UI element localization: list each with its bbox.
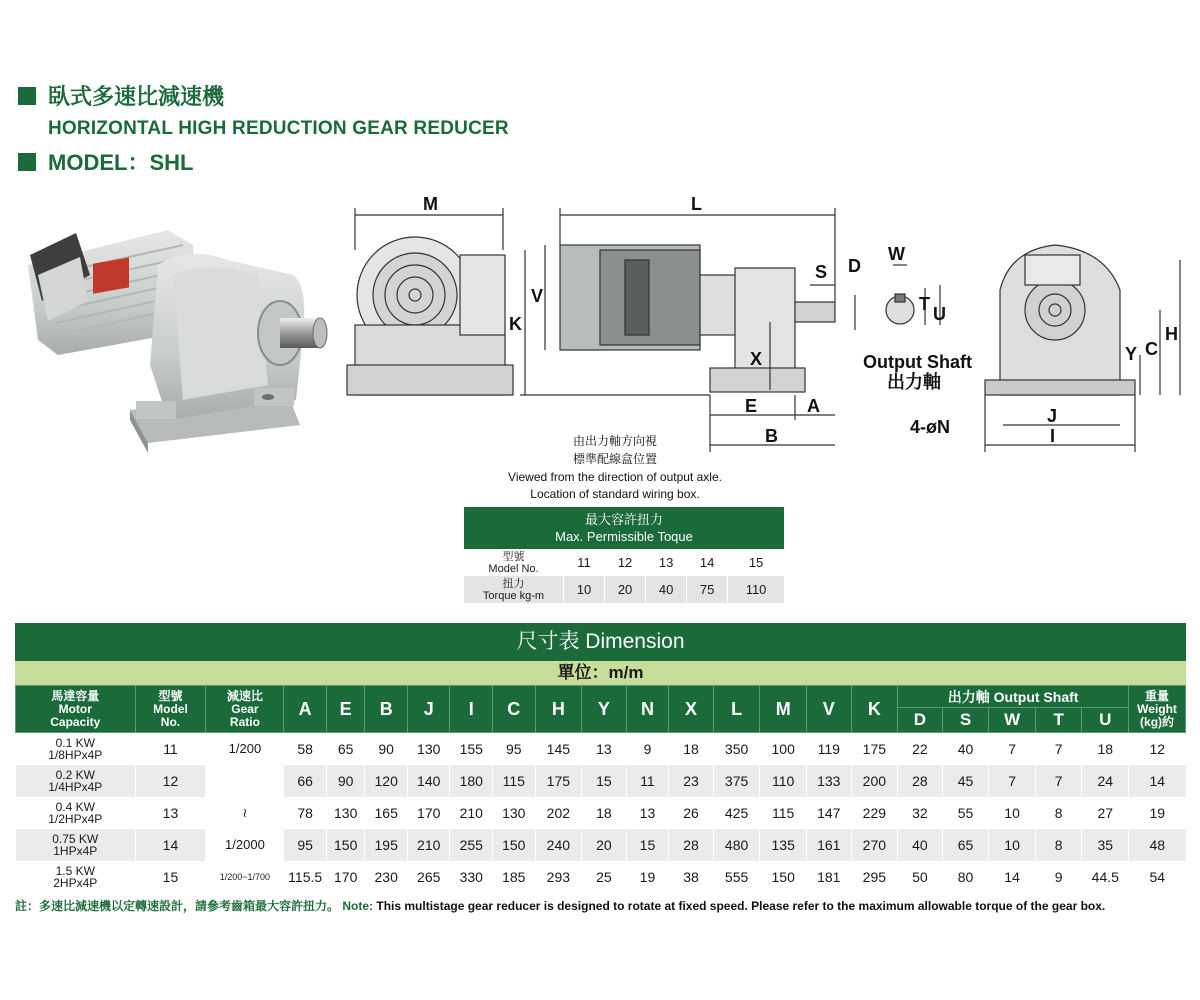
dim-m-cell: 150	[760, 861, 807, 893]
dimension-table	[15, 623, 1186, 893]
col-shaft-t: T	[1035, 708, 1082, 733]
dim-v-cell: 161	[806, 829, 851, 861]
caption-cn-2: 標準配線盒位置	[572, 452, 657, 466]
model-label: MODEL：SHL	[48, 150, 194, 175]
dim-label-y: Y	[1125, 344, 1138, 364]
dim-n-cell: 19	[626, 861, 669, 893]
dim-n-cell: 9	[626, 733, 669, 765]
bullet-square-icon	[18, 87, 36, 105]
shaft-d-cell: 50	[898, 861, 943, 893]
motor-capacity-cell: 0.2 KW 1/4HPx4P	[16, 765, 136, 797]
caption-cn-1: 由出力軸方向視	[572, 434, 657, 448]
shaft-u-cell: 27	[1082, 797, 1129, 829]
col-dim-i: I	[450, 686, 493, 733]
dim-v-cell: 133	[806, 765, 851, 797]
dim-h-cell: 293	[535, 861, 582, 893]
torque-title-cn: 最大容許扭力	[584, 512, 663, 527]
torque-model-cell: 14	[687, 549, 728, 576]
dim-y-cell: 15	[582, 765, 627, 797]
dim-label-n: 4-øN	[910, 417, 950, 437]
motor-capacity-cell: 0.4 KW 1/2HPx4P	[16, 797, 136, 829]
dim-j-cell: 140	[407, 765, 450, 797]
dim-e-cell: 90	[326, 765, 364, 797]
dim-label-c: C	[1145, 339, 1158, 359]
dim-label-w: W	[888, 244, 905, 264]
shaft-t-cell: 8	[1035, 797, 1082, 829]
dim-label-m: M	[423, 194, 438, 214]
dim-n-cell: 13	[626, 797, 669, 829]
dim-b-cell: 120	[365, 765, 408, 797]
dim-j-cell: 210	[407, 829, 450, 861]
torque-model-cell: 15	[728, 549, 784, 576]
dim-m-cell: 115	[760, 797, 807, 829]
dim-label-d: D	[848, 256, 861, 276]
shaft-s-cell: 40	[942, 733, 989, 765]
motor-capacity-cell: 0.75 KW 1HPx4P	[16, 829, 136, 861]
dim-l-cell: 555	[713, 861, 760, 893]
title-cn-line	[18, 80, 224, 111]
dim-c-cell: 95	[493, 733, 536, 765]
shaft-s-cell: 65	[942, 829, 989, 861]
dim-y-cell: 18	[582, 797, 627, 829]
footnote	[15, 897, 1186, 914]
dimension-grid	[15, 685, 1186, 893]
dimension-table-unit: 單位：m/m	[15, 661, 1186, 685]
caption-en-2: Location of standard wiring box.	[530, 487, 700, 501]
col-shaft-d: D	[898, 708, 943, 733]
torque-value-cell: 40	[646, 576, 687, 603]
dim-label-h: H	[1165, 324, 1178, 344]
col-gear-ratio: 減速比 Gear Ratio	[206, 686, 284, 733]
gear-reducer-photo	[18, 205, 328, 465]
torque-model-cell: 12	[605, 549, 646, 576]
col-output-shaft: 出力軸 Output Shaft	[898, 686, 1129, 708]
dim-b-cell: 90	[365, 733, 408, 765]
col-dim-l: L	[713, 686, 760, 733]
dim-x-cell: 18	[669, 733, 714, 765]
dim-l-cell: 425	[713, 797, 760, 829]
dim-k-cell: 200	[851, 765, 898, 797]
dim-x-cell: 23	[669, 765, 714, 797]
shaft-t-cell: 7	[1035, 733, 1082, 765]
col-weight: 重量 Weight (kg)約	[1129, 686, 1186, 733]
shaft-t-cell: 8	[1035, 829, 1082, 861]
col-shaft-w: W	[989, 708, 1036, 733]
motor-capacity-cell: 1.5 KW 2HPx4P	[16, 861, 136, 893]
dim-e-cell: 170	[326, 861, 364, 893]
dim-label-j: J	[1047, 406, 1058, 426]
model-cell: 11	[135, 733, 206, 765]
dim-k-cell: 175	[851, 733, 898, 765]
output-shaft-cn: 出力軸	[887, 372, 941, 392]
table-row	[16, 765, 1186, 797]
shaft-u-cell: 35	[1082, 829, 1129, 861]
shaft-t-cell: 7	[1035, 765, 1082, 797]
torque-title-en: Max. Permissible Toque	[555, 529, 693, 544]
col-dim-e: E	[326, 686, 364, 733]
torque-value-label: 扭力 Torque kg-m	[464, 576, 564, 603]
torque-model-label: 型號 Model No.	[464, 549, 564, 576]
torque-value-cell: 10	[564, 576, 605, 603]
dim-b-cell: 165	[365, 797, 408, 829]
dim-c-cell: 115	[493, 765, 536, 797]
dim-label-u: U	[933, 304, 946, 324]
weight-cell: 12	[1129, 733, 1186, 765]
footnote-label: Note:	[342, 899, 374, 913]
dimension-table-title: 尺寸表 Dimension	[15, 623, 1186, 661]
gear-ratio-cell: ≀	[206, 797, 284, 829]
dim-a-cell: 95	[284, 829, 327, 861]
shaft-w-cell: 10	[989, 829, 1036, 861]
shaft-t-cell: 9	[1035, 861, 1082, 893]
col-motor-capacity: 馬達容量 Motor Capacity	[16, 686, 136, 733]
gear-ratio-cell: 1/200	[206, 733, 284, 765]
torque-table	[463, 507, 784, 603]
dim-b-cell: 230	[365, 861, 408, 893]
col-shaft-u: U	[1082, 708, 1129, 733]
dim-l-cell: 480	[713, 829, 760, 861]
dim-j-cell: 130	[407, 733, 450, 765]
dim-label-t: T	[919, 294, 930, 314]
shaft-u-cell: 18	[1082, 733, 1129, 765]
dim-e-cell: 65	[326, 733, 364, 765]
gear-ratio-cell: 1/200~1/700	[206, 861, 284, 893]
motor-capacity-cell: 0.1 KW 1/8HPx4P	[16, 733, 136, 765]
dim-h-cell: 175	[535, 765, 582, 797]
dimension-drawing	[335, 190, 1200, 460]
output-shaft-en: Output Shaft	[863, 352, 972, 372]
dim-a-cell: 58	[284, 733, 327, 765]
torque-value-cell: 20	[605, 576, 646, 603]
shaft-d-cell: 40	[898, 829, 943, 861]
dim-e-cell: 130	[326, 797, 364, 829]
col-dim-y: Y	[582, 686, 627, 733]
dim-x-cell: 28	[669, 829, 714, 861]
dim-label-k: K	[509, 314, 522, 334]
col-dim-b: B	[365, 686, 408, 733]
col-dim-m: M	[760, 686, 807, 733]
col-dim-x: X	[669, 686, 714, 733]
col-dim-h: H	[535, 686, 582, 733]
shaft-u-cell: 24	[1082, 765, 1129, 797]
gear-ratio-cell: 1/2000	[206, 829, 284, 861]
col-dim-a: A	[284, 686, 327, 733]
dim-v-cell: 181	[806, 861, 851, 893]
dim-i-cell: 155	[450, 733, 493, 765]
col-shaft-s: S	[942, 708, 989, 733]
model-line	[18, 146, 193, 177]
dim-i-cell: 180	[450, 765, 493, 797]
dim-v-cell: 119	[806, 733, 851, 765]
dim-label-v: V	[531, 286, 544, 306]
torque-model-cell: 13	[646, 549, 687, 576]
dim-c-cell: 130	[493, 797, 536, 829]
gear-ratio-cell	[206, 765, 284, 797]
dim-y-cell: 13	[582, 733, 627, 765]
dim-i-cell: 255	[450, 829, 493, 861]
dim-n-cell: 15	[626, 829, 669, 861]
dim-label-x: X	[750, 349, 763, 369]
dim-c-cell: 150	[493, 829, 536, 861]
dim-label-i: I	[1050, 426, 1056, 446]
torque-model-row	[464, 549, 785, 576]
table-row	[16, 797, 1186, 829]
table-row	[16, 733, 1186, 765]
dim-x-cell: 26	[669, 797, 714, 829]
dim-h-cell: 145	[535, 733, 582, 765]
col-dim-j: J	[407, 686, 450, 733]
weight-cell: 48	[1129, 829, 1186, 861]
shaft-s-cell: 45	[942, 765, 989, 797]
title-en: HORIZONTAL HIGH REDUCTION GEAR REDUCER	[48, 118, 509, 139]
dim-k-cell: 229	[851, 797, 898, 829]
dim-m-cell: 100	[760, 733, 807, 765]
dim-k-cell: 295	[851, 861, 898, 893]
shaft-d-cell: 22	[898, 733, 943, 765]
dim-k-cell: 270	[851, 829, 898, 861]
dim-label-l: L	[691, 194, 702, 214]
dim-m-cell: 110	[760, 765, 807, 797]
weight-cell: 14	[1129, 765, 1186, 797]
dim-y-cell: 25	[582, 861, 627, 893]
dim-a-cell: 115.5	[284, 861, 327, 893]
torque-value-cell: 110	[728, 576, 784, 603]
col-model-no: 型號 Model No.	[135, 686, 206, 733]
shaft-s-cell: 80	[942, 861, 989, 893]
dim-x-cell: 38	[669, 861, 714, 893]
shaft-s-cell: 55	[942, 797, 989, 829]
footnote-en: This multistage gear reducer is designed to rotate at fixed speed. Please refer to the maximum allowable torque of the gear box.	[376, 899, 1106, 913]
dim-v-cell: 147	[806, 797, 851, 829]
col-dim-v: V	[806, 686, 851, 733]
dim-c-cell: 185	[493, 861, 536, 893]
torque-value-row	[464, 576, 785, 603]
torque-model-cell: 11	[564, 549, 605, 576]
dim-a-cell: 66	[284, 765, 327, 797]
dim-j-cell: 170	[407, 797, 450, 829]
dim-label-b: B	[765, 426, 778, 446]
col-dim-c: C	[493, 686, 536, 733]
table-row	[16, 829, 1186, 861]
dim-label-e: E	[745, 396, 758, 416]
dim-l-cell: 375	[713, 765, 760, 797]
shaft-w-cell: 10	[989, 797, 1036, 829]
shaft-w-cell: 7	[989, 765, 1036, 797]
dim-label-s: S	[815, 262, 828, 282]
model-cell: 14	[135, 829, 206, 861]
model-cell: 13	[135, 797, 206, 829]
col-dim-k: K	[851, 686, 898, 733]
weight-cell: 54	[1129, 861, 1186, 893]
shaft-d-cell: 28	[898, 765, 943, 797]
dim-j-cell: 265	[407, 861, 450, 893]
shaft-w-cell: 7	[989, 733, 1036, 765]
dim-a-cell: 78	[284, 797, 327, 829]
shaft-w-cell: 14	[989, 861, 1036, 893]
footnote-cn: 註：多速比減速機以定轉速設計，請參考齒箱最大容許扭力。	[15, 899, 340, 913]
dim-b-cell: 195	[365, 829, 408, 861]
weight-cell: 19	[1129, 797, 1186, 829]
col-dim-n: N	[626, 686, 669, 733]
caption-en-1: Viewed from the direction of output axle.	[508, 470, 722, 484]
dim-label-a: A	[807, 396, 820, 416]
dim-i-cell: 330	[450, 861, 493, 893]
torque-table-title	[464, 507, 785, 549]
dim-h-cell: 240	[535, 829, 582, 861]
shaft-d-cell: 32	[898, 797, 943, 829]
shaft-u-cell: 44.5	[1082, 861, 1129, 893]
dim-m-cell: 135	[760, 829, 807, 861]
dim-i-cell: 210	[450, 797, 493, 829]
dim-e-cell: 150	[326, 829, 364, 861]
model-cell: 15	[135, 861, 206, 893]
torque-value-cell: 75	[687, 576, 728, 603]
bullet-square-icon	[18, 153, 36, 171]
dim-l-cell: 350	[713, 733, 760, 765]
dim-y-cell: 20	[582, 829, 627, 861]
model-cell: 12	[135, 765, 206, 797]
table-row	[16, 861, 1186, 893]
title-cn: 臥式多速比減速機	[48, 85, 225, 110]
dim-h-cell: 202	[535, 797, 582, 829]
dim-n-cell: 11	[626, 765, 669, 797]
